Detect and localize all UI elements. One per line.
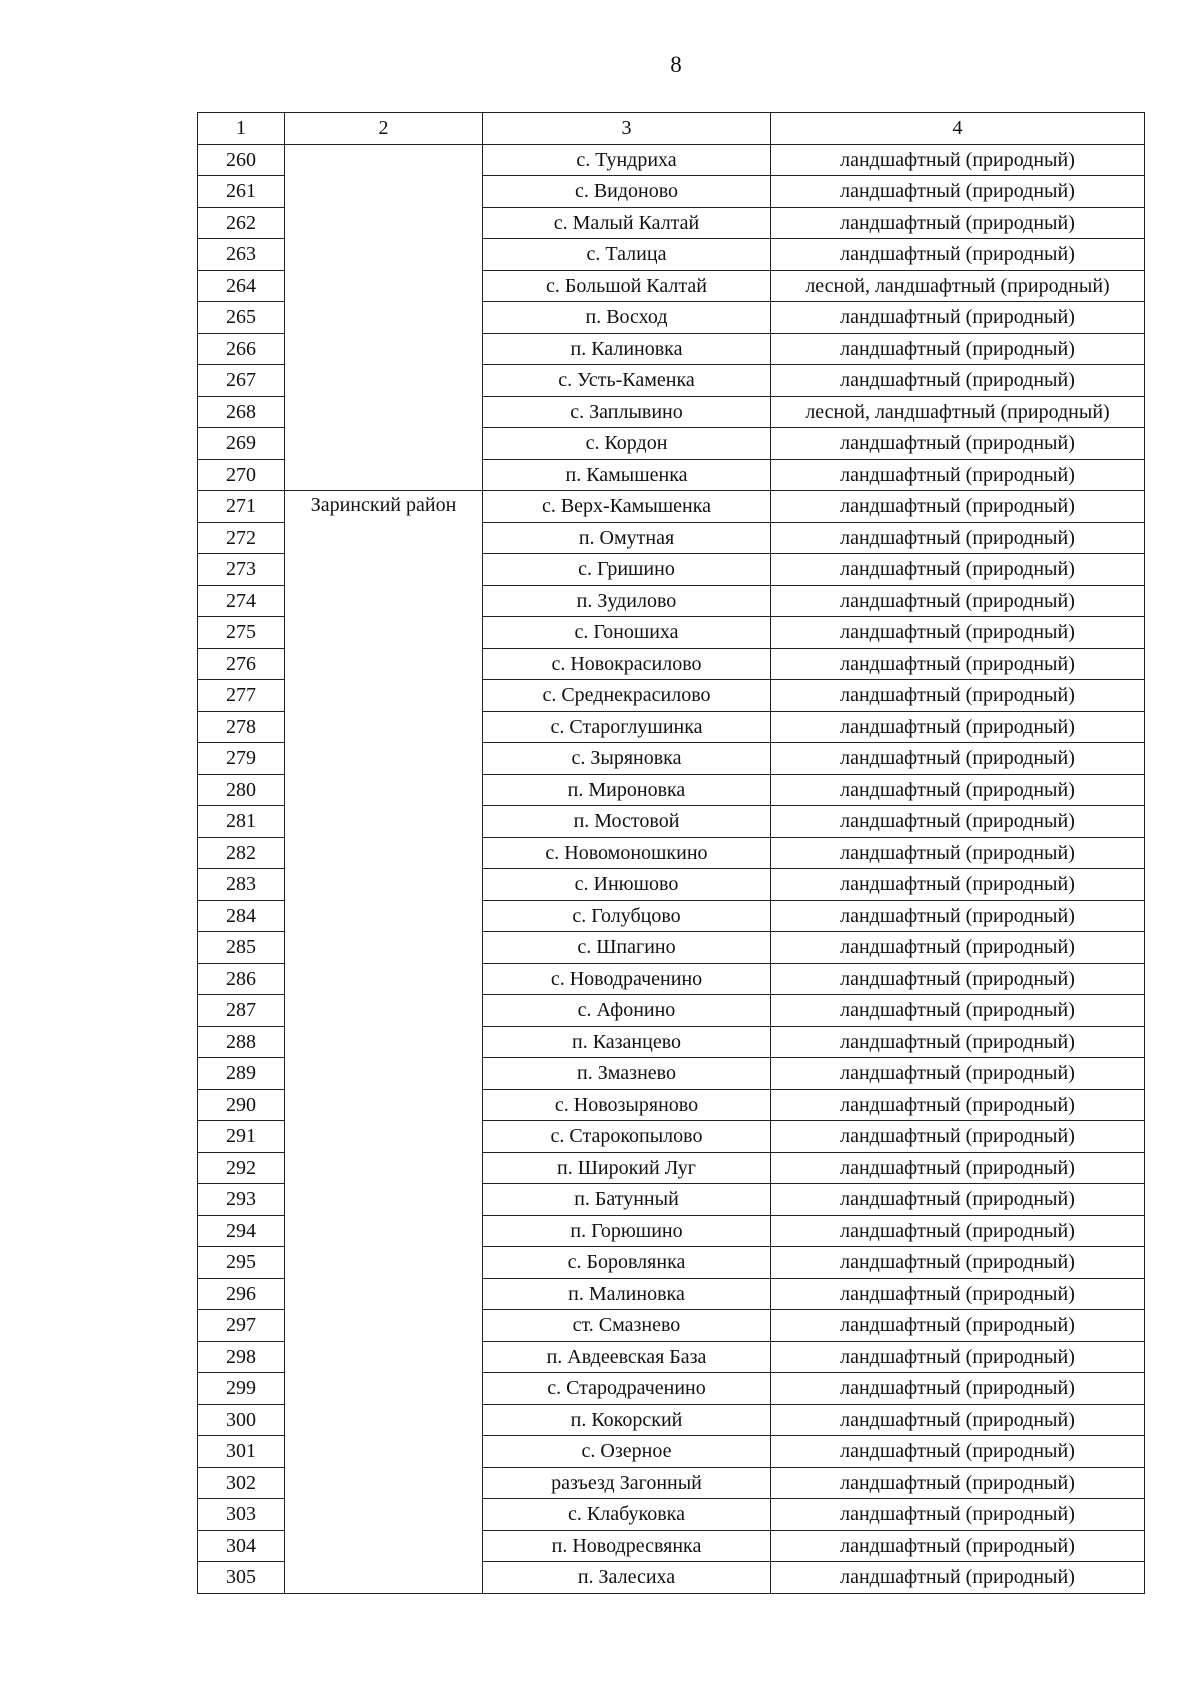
row-number-cell: 278 (198, 711, 285, 743)
settlement-cell: п. Зудилово (483, 585, 771, 617)
settlement-cell: с. Зыряновка (483, 743, 771, 775)
settlement-cell: с. Староглушинка (483, 711, 771, 743)
district-cell: Заринский район (285, 491, 483, 1594)
row-number-cell: 277 (198, 680, 285, 712)
settlement-cell: с. Клабуковка (483, 1499, 771, 1531)
settlement-cell: с. Афонино (483, 995, 771, 1027)
settlement-cell: п. Малиновка (483, 1278, 771, 1310)
settlement-cell: п. Змазнево (483, 1058, 771, 1090)
row-number-cell: 290 (198, 1089, 285, 1121)
zone-type-cell: ландшафтный (природный) (771, 522, 1145, 554)
settlement-cell: п. Омутная (483, 522, 771, 554)
settlement-cell: п. Широкий Луг (483, 1152, 771, 1184)
row-number-cell: 262 (198, 207, 285, 239)
zone-type-cell: ландшафтный (природный) (771, 1026, 1145, 1058)
row-number-cell: 299 (198, 1373, 285, 1405)
zone-type-cell: ландшафтный (природный) (771, 491, 1145, 523)
row-number-cell: 301 (198, 1436, 285, 1468)
row-number-cell: 265 (198, 302, 285, 334)
zone-type-cell: ландшафтный (природный) (771, 1499, 1145, 1531)
settlement-cell: п. Казанцево (483, 1026, 771, 1058)
settlement-cell: п. Авдеевская База (483, 1341, 771, 1373)
zone-type-cell: ландшафтный (природный) (771, 1373, 1145, 1405)
row-number-cell: 285 (198, 932, 285, 964)
settlement-cell: с. Гришино (483, 554, 771, 586)
zone-type-cell: ландшафтный (природный) (771, 239, 1145, 271)
zone-type-cell: ландшафтный (природный) (771, 1058, 1145, 1090)
settlement-cell: с. Озерное (483, 1436, 771, 1468)
settlement-cell: с. Заплывино (483, 396, 771, 428)
zone-type-cell: ландшафтный (природный) (771, 837, 1145, 869)
zone-type-cell: ландшафтный (природный) (771, 1089, 1145, 1121)
zone-type-cell: ландшафтный (природный) (771, 585, 1145, 617)
settlement-cell: п. Камышенка (483, 459, 771, 491)
zone-type-cell: ландшафтный (природный) (771, 459, 1145, 491)
row-number-cell: 303 (198, 1499, 285, 1531)
row-number-cell: 286 (198, 963, 285, 995)
settlement-cell: п. Батунный (483, 1184, 771, 1216)
table-body (198, 144, 1145, 1593)
district-cell (285, 144, 483, 491)
row-number-cell: 273 (198, 554, 285, 586)
row-number-cell: 302 (198, 1467, 285, 1499)
zone-type-cell: ландшафтный (природный) (771, 806, 1145, 838)
row-number-cell: 293 (198, 1184, 285, 1216)
row-number-cell: 279 (198, 743, 285, 775)
zone-type-cell: ландшафтный (природный) (771, 869, 1145, 901)
row-number-cell: 270 (198, 459, 285, 491)
zone-type-cell: ландшафтный (природный) (771, 1152, 1145, 1184)
zone-type-cell: ландшафтный (природный) (771, 1562, 1145, 1594)
zone-type-cell: ландшафтный (природный) (771, 963, 1145, 995)
settlement-cell: с. Инюшово (483, 869, 771, 901)
zone-type-cell: ландшафтный (природный) (771, 428, 1145, 460)
row-number-cell: 291 (198, 1121, 285, 1153)
row-number-cell: 267 (198, 365, 285, 397)
row-number-cell: 274 (198, 585, 285, 617)
page-number: 8 (670, 52, 682, 77)
zone-type-cell: ландшафтный (природный) (771, 1247, 1145, 1279)
zone-type-cell: ландшафтный (природный) (771, 1278, 1145, 1310)
settlement-cell: с. Усть-Каменка (483, 365, 771, 397)
row-number-cell: 295 (198, 1247, 285, 1279)
settlement-cell: разъезд Загонный (483, 1467, 771, 1499)
row-number-cell: 268 (198, 396, 285, 428)
row-number-cell: 287 (198, 995, 285, 1027)
row-number-cell: 284 (198, 900, 285, 932)
zone-type-cell: ландшафтный (природный) (771, 1310, 1145, 1342)
zone-type-cell: лесной, ландшафтный (природный) (771, 396, 1145, 428)
zone-type-cell: ландшафтный (природный) (771, 1121, 1145, 1153)
zone-type-cell: ландшафтный (природный) (771, 680, 1145, 712)
table-header-row (198, 113, 1145, 145)
zone-type-cell: ландшафтный (природный) (771, 774, 1145, 806)
row-number-cell: 298 (198, 1341, 285, 1373)
settlement-cell: с. Новокрасилово (483, 648, 771, 680)
settlement-cell: п. Мостовой (483, 806, 771, 838)
row-number-cell: 264 (198, 270, 285, 302)
zone-type-cell: ландшафтный (природный) (771, 932, 1145, 964)
table-row (198, 491, 1145, 523)
row-number-cell: 305 (198, 1562, 285, 1594)
row-number-cell: 282 (198, 837, 285, 869)
column-header: 1 (198, 113, 285, 145)
zone-type-cell: ландшафтный (природный) (771, 207, 1145, 239)
settlement-cell: с. Талица (483, 239, 771, 271)
zone-type-cell: ландшафтный (природный) (771, 554, 1145, 586)
settlement-cell: с. Новозыряново (483, 1089, 771, 1121)
zone-type-cell: ландшафтный (природный) (771, 743, 1145, 775)
zone-type-cell: ландшафтный (природный) (771, 1215, 1145, 1247)
settlements-table (197, 112, 1145, 1594)
row-number-cell: 272 (198, 522, 285, 554)
row-number-cell: 260 (198, 144, 285, 176)
zone-type-cell: ландшафтный (природный) (771, 302, 1145, 334)
settlement-cell: с. Верх-Камышенка (483, 491, 771, 523)
row-number-cell: 275 (198, 617, 285, 649)
row-number-cell: 261 (198, 176, 285, 208)
zone-type-cell: ландшафтный (природный) (771, 711, 1145, 743)
zone-type-cell: ландшафтный (природный) (771, 365, 1145, 397)
settlement-cell: с. Тундриха (483, 144, 771, 176)
zone-type-cell: ландшафтный (природный) (771, 648, 1145, 680)
row-number-cell: 292 (198, 1152, 285, 1184)
settlement-cell: п. Калиновка (483, 333, 771, 365)
row-number-cell: 294 (198, 1215, 285, 1247)
settlement-cell: с. Малый Калтай (483, 207, 771, 239)
settlement-cell: с. Стародраченино (483, 1373, 771, 1405)
settlement-cell: п. Новодресвянка (483, 1530, 771, 1562)
column-header: 4 (771, 113, 1145, 145)
row-number-cell: 281 (198, 806, 285, 838)
zone-type-cell: ландшафтный (природный) (771, 176, 1145, 208)
column-header: 3 (483, 113, 771, 145)
settlement-cell: с. Гоношиха (483, 617, 771, 649)
row-number-cell: 271 (198, 491, 285, 523)
settlement-cell: с. Боровлянка (483, 1247, 771, 1279)
settlement-cell: с. Видоново (483, 176, 771, 208)
settlement-cell: п. Горюшино (483, 1215, 771, 1247)
zone-type-cell: ландшафтный (природный) (771, 1467, 1145, 1499)
column-header: 2 (285, 113, 483, 145)
settlement-cell: с. Старокопылово (483, 1121, 771, 1153)
settlement-cell: п. Восход (483, 302, 771, 334)
row-number-cell: 300 (198, 1404, 285, 1436)
zone-type-cell: лесной, ландшафтный (природный) (771, 270, 1145, 302)
table-row (198, 144, 1145, 176)
row-number-cell: 288 (198, 1026, 285, 1058)
zone-type-cell: ландшафтный (природный) (771, 995, 1145, 1027)
row-number-cell: 269 (198, 428, 285, 460)
settlement-cell: ст. Смазнево (483, 1310, 771, 1342)
zone-type-cell: ландшафтный (природный) (771, 1436, 1145, 1468)
settlement-cell: с. Голубцово (483, 900, 771, 932)
row-number-cell: 266 (198, 333, 285, 365)
zone-type-cell: ландшафтный (природный) (771, 1341, 1145, 1373)
row-number-cell: 283 (198, 869, 285, 901)
zone-type-cell: ландшафтный (природный) (771, 617, 1145, 649)
settlement-cell: с. Большой Калтай (483, 270, 771, 302)
zone-type-cell: ландшафтный (природный) (771, 144, 1145, 176)
settlement-cell: с. Шпагино (483, 932, 771, 964)
zone-type-cell: ландшафтный (природный) (771, 333, 1145, 365)
settlement-cell: с. Кордон (483, 428, 771, 460)
row-number-cell: 289 (198, 1058, 285, 1090)
zone-type-cell: ландшафтный (природный) (771, 1184, 1145, 1216)
row-number-cell: 304 (198, 1530, 285, 1562)
row-number-cell: 296 (198, 1278, 285, 1310)
row-number-cell: 297 (198, 1310, 285, 1342)
row-number-cell: 280 (198, 774, 285, 806)
zone-type-cell: ландшафтный (природный) (771, 1530, 1145, 1562)
zone-type-cell: ландшафтный (природный) (771, 1404, 1145, 1436)
row-number-cell: 276 (198, 648, 285, 680)
settlement-cell: п. Залесиха (483, 1562, 771, 1594)
row-number-cell: 263 (198, 239, 285, 271)
settlement-cell: п. Кокорский (483, 1404, 771, 1436)
zone-type-cell: ландшафтный (природный) (771, 900, 1145, 932)
settlement-cell: с. Новомоношкино (483, 837, 771, 869)
settlement-cell: п. Мироновка (483, 774, 771, 806)
settlement-cell: с. Среднекрасилово (483, 680, 771, 712)
settlement-cell: с. Новодраченино (483, 963, 771, 995)
